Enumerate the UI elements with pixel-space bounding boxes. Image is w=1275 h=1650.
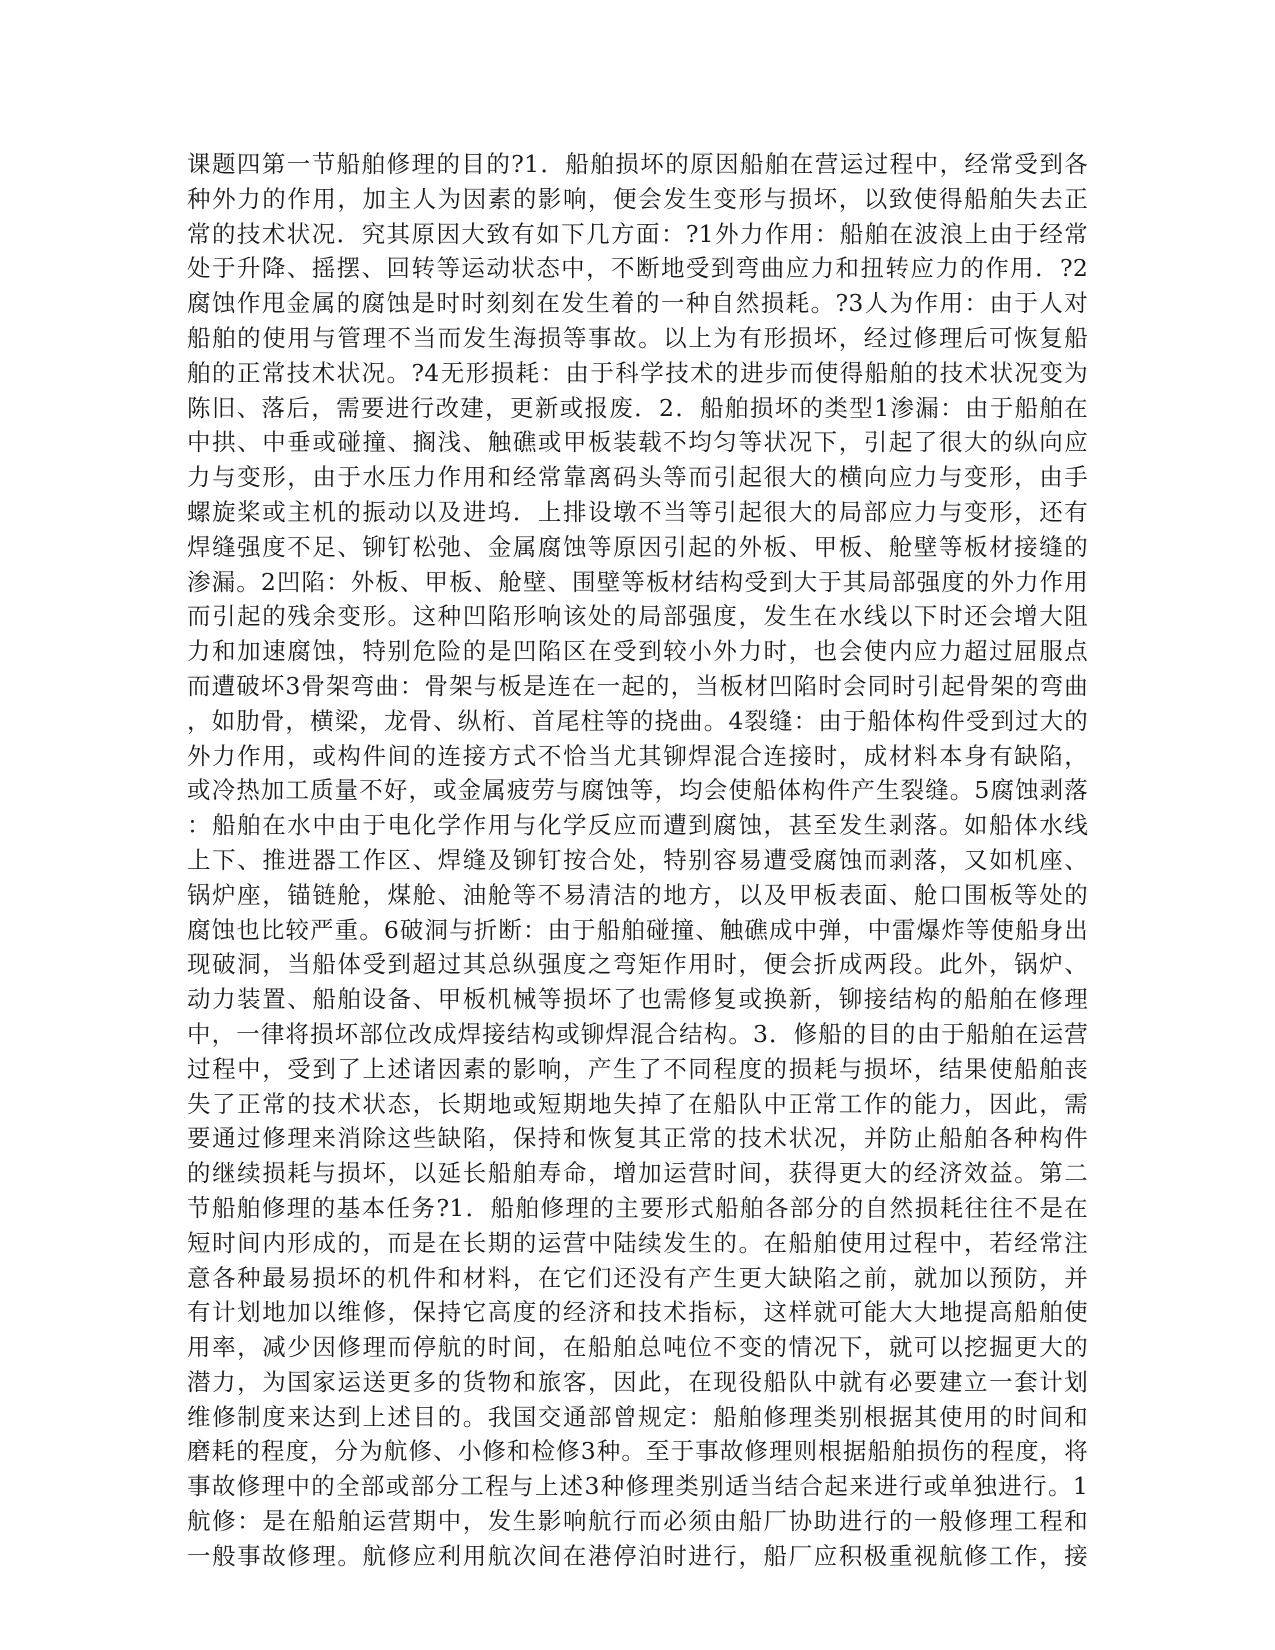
text-line: 中拱、中垂或碰撞、搁浅、触礁或甲板装载不均匀等状况下，引起了很大的纵向应 [187,428,1088,457]
text-line: 或冷热加工质量不好，或金属疲劳与腐蚀等，均会使船体构件产生裂缝。5腐蚀剥落 [187,776,1088,805]
text-line: 种外力的作用，加主人为因素的影响，便会发生变形与损坏，以致使得船舶失去正 [187,184,1088,213]
body-text [187,147,1088,1574]
text-line: 事故修理中的全部或部分工程与上述3种修理类别适当结合起来进行或单独进行。1 [187,1472,1088,1501]
text-line: ，如肋骨，横梁，龙骨、纵桁、首尾柱等的挠曲。4裂缝：由于船体构件受到过大的 [187,706,1088,735]
text-line: 力和加速腐蚀，特别危险的是凹陷区在受到较小外力时，也会使内应力超过屈服点 [187,637,1088,666]
text-line: 维修制度来达到上述目的。我国交通部曾规定：船舶修理类别根据其使用的时间和 [187,1402,1088,1431]
text-line: 失了正常的技术状态，长期地或短期地失掉了在船队中正常工作的能力，因此，需 [187,1089,1088,1118]
text-line: 课题四第一节船舶修理的目的?1．船舶损坏的原因船舶在营运过程中，经常受到各 [187,150,1088,178]
text-line: 船舶的使用与管理不当而发生海损等事故。以上为有形损坏，经过修理后可恢复船 [187,323,1088,352]
text-line: 锅炉座，锚链舱，煤舱、油舱等不易清洁的地方，以及甲板表面、舱口围板等处的 [187,880,1088,909]
text-line: 磨耗的程度，分为航修、小修和检修3种。至于事故修理则根据船舶损伤的程度，将 [187,1437,1088,1466]
text-line: 处于升降、摇摆、回转等运动状态中，不断地受到弯曲应力和扭转应力的作用．?2 [187,254,1088,283]
text-line: 动力装置、船舶设备、甲板机械等损坏了也需修复或换新，铆接结构的船舶在修理 [187,985,1088,1014]
text-line: 要通过修理来消除这些缺陷，保持和恢复其正常的技术状况，并防止船舶各种构件 [187,1124,1088,1153]
text-line: 有计划地加以维修，保持它高度的经济和技术指标，这样就可能大大地提高船舶使 [187,1298,1088,1327]
text-line: 力与变形，由于水压力作用和经常靠离码头等而引起很大的横向应力与变形，由手 [187,463,1088,492]
text-line: 而遭破坏3骨架弯曲：骨架与板是连在一起的，当板材凹陷时会同时引起骨架的弯曲 [187,671,1088,700]
text-line: 航修：是在船舶运营期中，发生影响航行而必须由船厂协助进行的一般修理工程和 [187,1507,1088,1536]
text-line: 腐蚀作甩金属的腐蚀是时时刻刻在发生着的一种自然损耗。?3人为作用：由于人对 [187,289,1088,318]
text-line: 而引起的残余变形。这种凹陷形响该处的局部强度，发生在水线以下时还会增大阻 [187,602,1088,631]
text-line: 中，一律将损坏部位改成焊接结构或铆焊混合结构。3．修船的目的由于船舶在运营 [187,1019,1088,1048]
text-line: 常的技术状况．究其原因大致有如下几方面：?1外力作用：船舶在波浪上由于经常 [187,219,1088,248]
text-line: 舶的正常技术状况。?4无形损耗：由于科学技术的进步而使得船舶的技术状况变为 [187,358,1088,387]
text-line: 一般事故修理。航修应利用航次间在港停泊时进行，船厂应积极重视航修工作，接 [187,1541,1088,1570]
text-line: 陈旧、落后，需要进行改建，更新或报废．2．船舶损坏的类型1渗漏：由于船舶在 [187,393,1088,422]
text-line: 腐蚀也比较严重。6破洞与折断：由于船舶碰撞、触礁成中弹，中雷爆炸等使船身出 [187,915,1088,944]
text-line: ：船舶在水中由于电化学作用与化学反应而遭到腐蚀，甚至发生剥落。如船体水线 [187,811,1088,840]
text-line: 的继续损耗与损坏，以延长船舶寿命，增加运营时间，获得更大的经济效益。第二 [187,1159,1088,1188]
text-line: 螺旋桨或主机的振动以及进坞．上排设墩不当等引起很大的局部应力与变形，还有 [187,497,1088,526]
text-line: 过程中，受到了上述诸因素的影响，产生了不同程度的损耗与损坏，结果使船舶丧 [187,1054,1088,1083]
text-line: 上下、推进器工作区、焊缝及铆钉按合处，特别容易遭受腐蚀而剥落，又如机座、 [187,845,1088,874]
text-line: 渗漏。2凹陷：外板、甲板、舱壁、围壁等板材结构受到大于其局部强度的外力作用 [187,567,1088,596]
text-line: 用率，减少因修理而停航的时间，在船舶总吨位不变的情况下，就可以挖掘更大的 [187,1333,1088,1362]
text-line: 现破洞，当船体受到超过其总纵强度之弯矩作用时，便会折成两段。此外，锅炉、 [187,950,1088,979]
text-line: 潜力，为国家运送更多的货物和旅客，因此，在现役船队中就有必要建立一套计划 [187,1367,1088,1396]
text-line: 短时间内形成的，而是在长期的运营中陆续发生的。在船舶使用过程中，若经常注 [187,1228,1088,1257]
text-line: 意各种最易损坏的机件和材料，在它们还没有产生更大缺陷之前，就加以预防，并 [187,1263,1088,1292]
text-line: 焊缝强度不足、铆钉松弛、金属腐蚀等原因引起的外板、甲板、舱壁等板材接缝的 [187,532,1088,561]
text-line: 外力作用，或构件间的连接方式不恰当尤其铆焊混合连接时，成材料本身有缺陷， [187,741,1088,770]
text-line: 节船舶修理的基本任务?1．船舶修理的主要形式船舶各部分的自然损耗往往不是在 [187,1193,1088,1222]
